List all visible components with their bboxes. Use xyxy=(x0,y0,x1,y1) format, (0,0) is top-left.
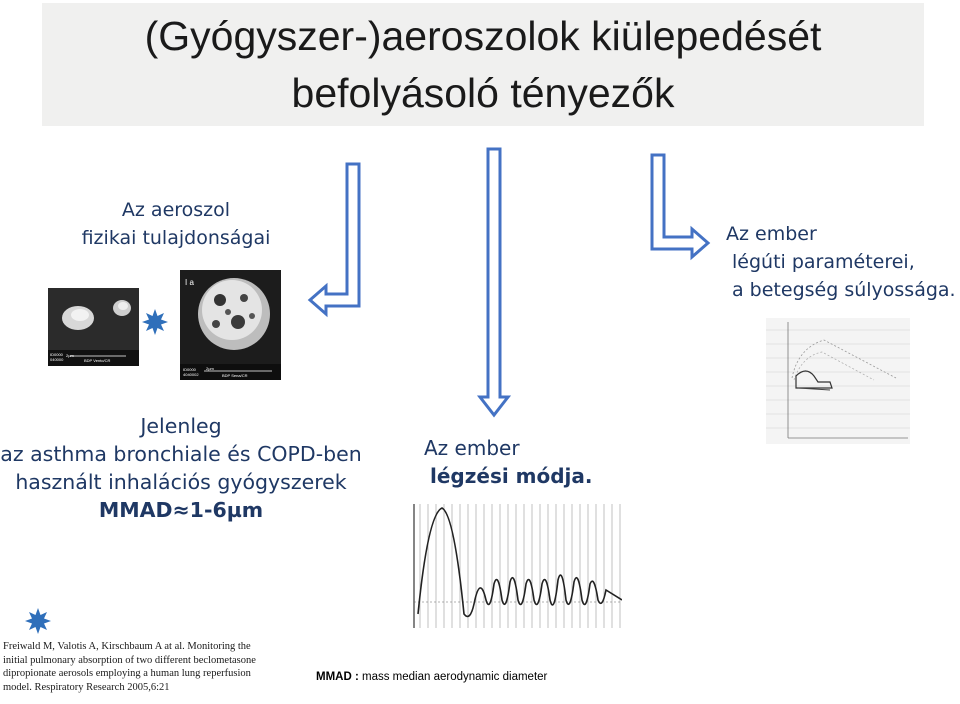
breathing-pattern-graph xyxy=(410,504,622,628)
respiratory-parameters-line-1: Az ember xyxy=(726,223,817,245)
current-drugs-text xyxy=(0,412,362,524)
sem-1-caption-right: BDP Vento/CR xyxy=(84,358,111,363)
flow-volume-loop-graph xyxy=(766,318,910,444)
breathing-pattern-line-2: légzési módja. xyxy=(430,464,593,488)
arrow-down xyxy=(470,145,520,425)
star-bullet-icon xyxy=(141,308,169,336)
respiratory-parameters-text xyxy=(726,220,956,304)
physical-properties-line-1: Az aeroszol xyxy=(121,199,231,221)
slide-title-line-2: befolyásoló tényezők xyxy=(291,70,675,116)
mmad-footnote-abbr: MMAD : xyxy=(316,671,359,683)
mmad-footnote xyxy=(316,671,547,683)
reference-citation: Freiwald M, Valotis A, Kirschbaum A at al. Monitoring the initial pulmonary absorption of two different beclometasone dipropionate aerosols employing a human lung reperfusion model. Respiratory Research 2005,6:21 xyxy=(3,641,256,693)
current-drugs-line-1: Jelenleg xyxy=(140,414,222,438)
current-drugs-line-2: az asthma bronchiale és COPD-ben xyxy=(0,442,362,466)
breathing-pattern-line-1: Az ember xyxy=(424,436,520,460)
breathing-pattern-text xyxy=(424,434,664,490)
sem-2-caption-right: BDP Sena/CR xyxy=(222,373,248,378)
sem-2-label: I a xyxy=(185,278,194,287)
mmad-range: MMAD≈1-6µm xyxy=(98,498,264,522)
arrow-left-down xyxy=(300,160,370,320)
slide-title xyxy=(42,8,924,122)
respiratory-parameters-line-2: légúti paraméterei, xyxy=(732,251,915,273)
sem-1-caption-left: ID0000 040000 xyxy=(50,352,64,362)
arrow-right-down xyxy=(640,150,720,270)
mmad-footnote-definition: mass median aerodynamic diameter xyxy=(362,671,548,683)
slide-title-line-1: (Gyógyszer-)aeroszolok kiülepedését xyxy=(144,13,822,59)
respiratory-parameters-line-3: a betegség súlyossága. xyxy=(732,279,956,301)
current-drugs-line-3: használt inhalációs gyógyszerek xyxy=(15,470,347,494)
sem-2-caption-left: ID0000 4040002 xyxy=(183,367,199,377)
sem-1-caption-mid: 2µm xyxy=(66,353,74,358)
physical-properties-line-2: fizikai tulajdonságai xyxy=(81,227,271,249)
physical-properties-text xyxy=(40,196,312,252)
sem-2-caption-mid: 2µm xyxy=(206,366,214,371)
sem-image-porous-particle xyxy=(180,270,281,380)
star-bullet-icon xyxy=(24,607,52,635)
